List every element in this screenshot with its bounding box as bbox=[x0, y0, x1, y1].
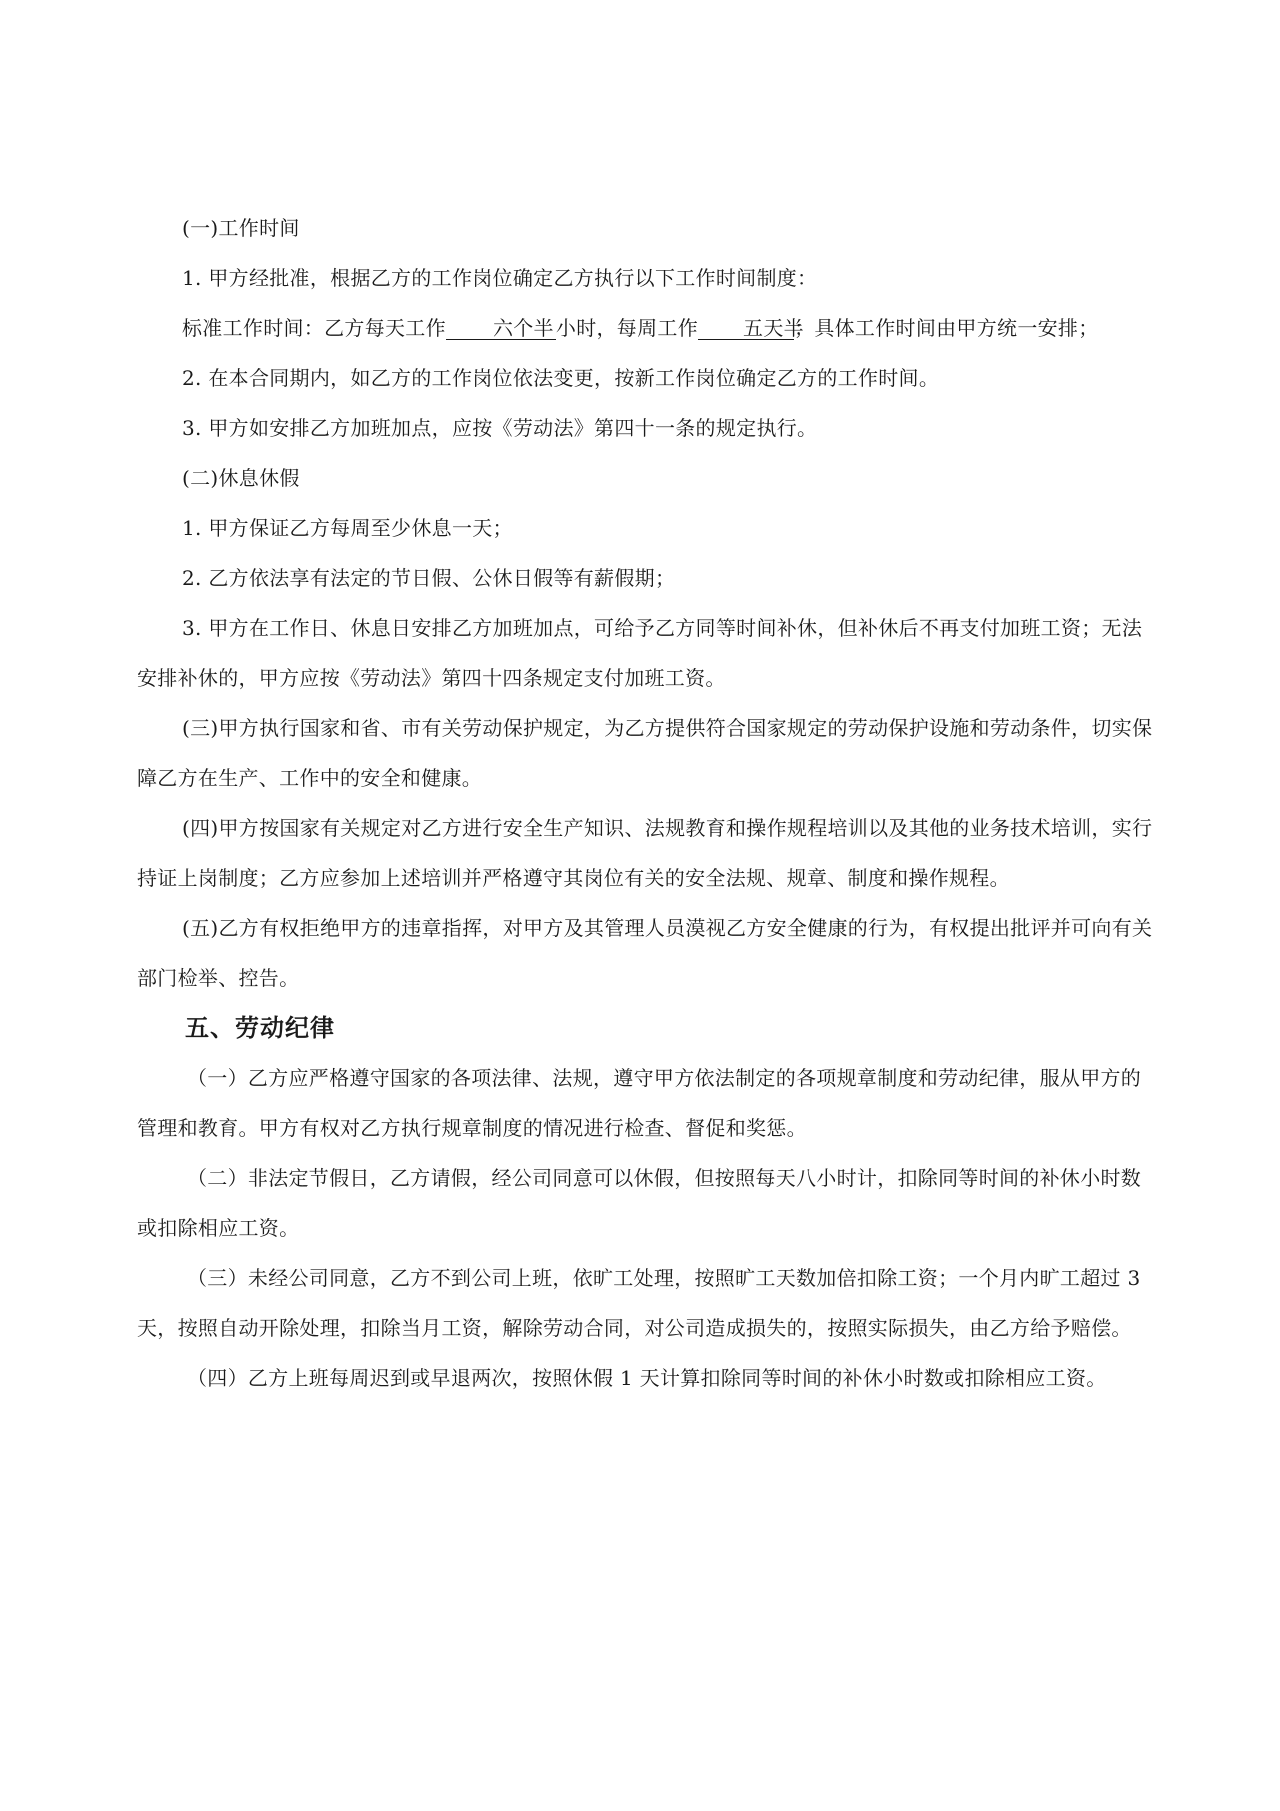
work-time-item-1: 1. 甲方经批准，根据乙方的工作岗位确定乙方执行以下工作时间制度： bbox=[182, 266, 818, 290]
protection-item-5: (五)乙方有权拒绝甲方的违章指挥，对甲方及其管理人员漠视乙方安全健康的行为，有权提出批评并可向有关部门检举、控告。 bbox=[137, 916, 1153, 990]
protection-item-4: (四)甲方按国家有关规定对乙方进行安全生产知识、法规教育和操作规程培训以及其他的业务技术培训，实行持证上岗制度；乙方应参加上述培训并严格遵守其岗位有关的安全法规、规章、制度和操作规程。 bbox=[137, 816, 1153, 890]
discipline-item-4: （四）乙方上班每周迟到或早退两次，按照休假 1 天计算扣除同等时间的补休小时数或扣除相应工资。 bbox=[187, 1366, 1107, 1390]
discipline-item-3: （三）未经公司同意，乙方不到公司上班，依旷工处理，按照旷工天数加倍扣除工资；一个月内旷工超过 3 天，按照自动开除处理，扣除当月工资，解除劳动合同，对公司造成损失的，按照实际损失，由乙方给予赔偿。 bbox=[137, 1266, 1141, 1340]
standard-suffix: ；具体工作时间由甲方统一安排； bbox=[794, 316, 1099, 340]
rest-leave-heading: (二)休息休假 bbox=[182, 466, 300, 490]
daily-hours-field: 六个半 bbox=[446, 317, 556, 340]
labor-discipline-title: 五、劳动纪律 bbox=[185, 1014, 335, 1042]
discipline-item-1: （一）乙方应严格遵守国家的各项法律、法规，遵守甲方依法制定的各项规章制度和劳动纪律，服从甲方的管理和教育。甲方有权对乙方执行规章制度的情况进行检查、督促和奖惩。 bbox=[137, 1066, 1142, 1140]
document-body bbox=[137, 203, 1157, 1403]
standard-middle: 小时，每周工作 bbox=[555, 316, 699, 340]
protection-item-3: (三)甲方执行国家和省、市有关劳动保护规定，为乙方提供符合国家规定的劳动保护设施和劳动条件，切实保障乙方在生产、工作中的安全和健康。 bbox=[137, 716, 1153, 790]
standard-prefix: 标准工作时间：乙方每天工作 bbox=[182, 316, 446, 340]
rest-leave-item-2: 2. 乙方依法享有法定的节日假、公休日假等有薪假期； bbox=[182, 566, 676, 590]
work-time-item-3: 3. 甲方如安排乙方加班加点，应按《劳动法》第四十一条的规定执行。 bbox=[182, 416, 818, 440]
rest-leave-item-1: 1. 甲方保证乙方每周至少休息一天； bbox=[182, 516, 513, 540]
rest-leave-item-3: 3. 甲方在工作日、休息日安排乙方加班加点，可给予乙方同等时间补休，但补休后不再支付加班工资；无法安排补休的，甲方应按《劳动法》第四十四条规定支付加班工资。 bbox=[137, 616, 1143, 690]
work-time-heading: (一)工作时间 bbox=[182, 216, 300, 240]
work-time-item-2: 2. 在本合同期内，如乙方的工作岗位依法变更，按新工作岗位确定乙方的工作时间。 bbox=[182, 366, 940, 390]
weekly-days-field: 五天半 bbox=[698, 317, 794, 340]
discipline-item-2: （二）非法定节假日，乙方请假，经公司同意可以休假，但按照每天八小时计，扣除同等时间的补休小时数或扣除相应工资。 bbox=[137, 1166, 1142, 1240]
standard-work-time-line bbox=[137, 303, 1157, 353]
